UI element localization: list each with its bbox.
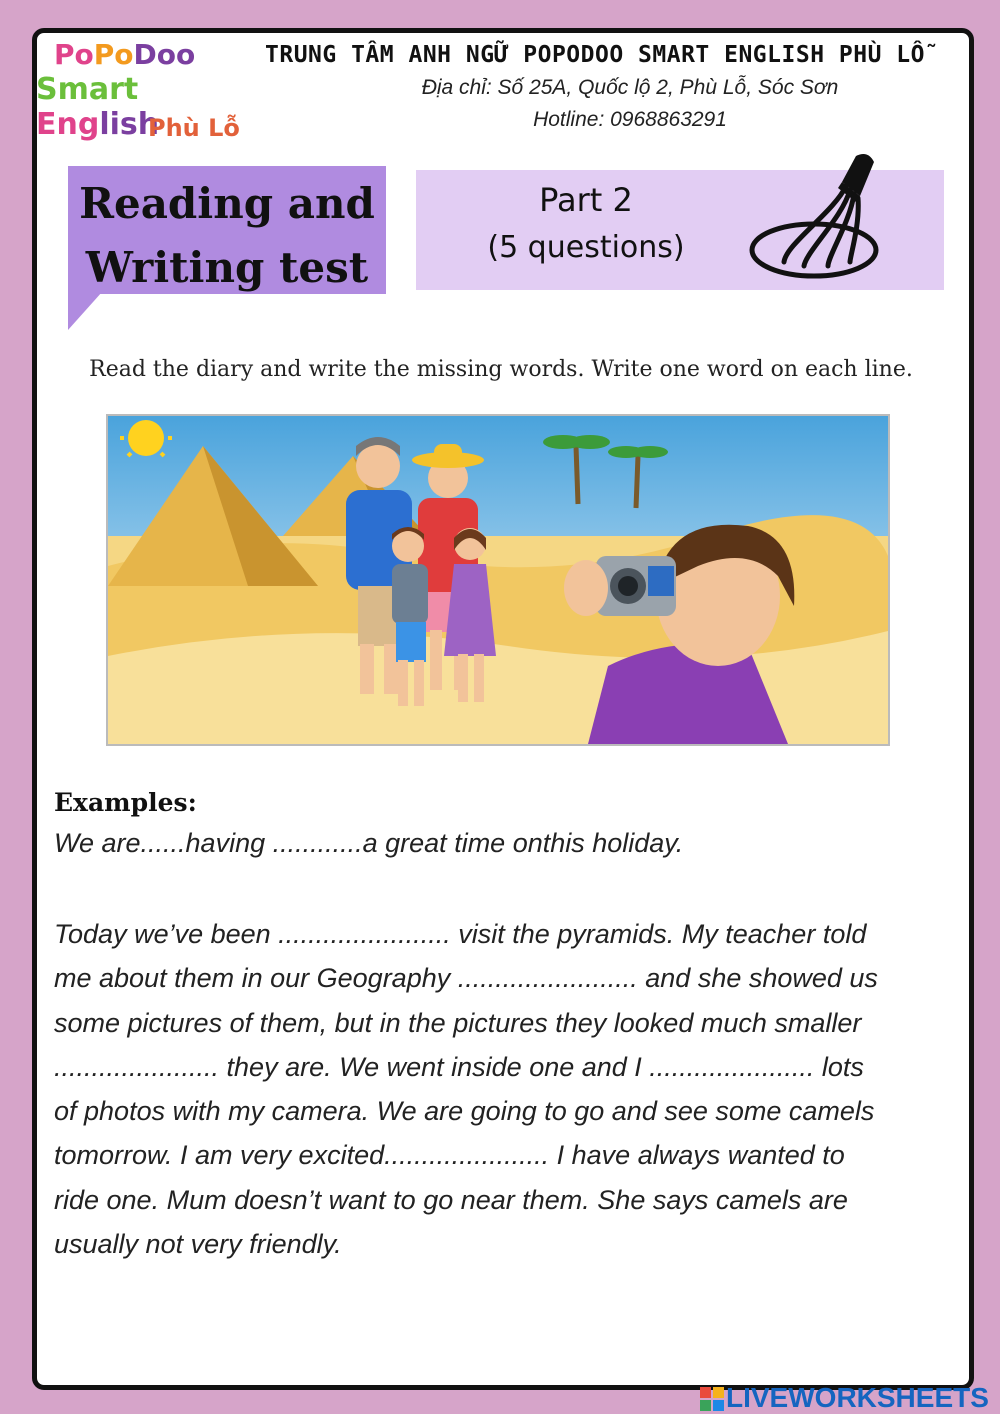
logo-text-part: Doo xyxy=(133,38,196,71)
liveworksheets-logo-icon xyxy=(700,1387,724,1411)
part-label: Part 2 xyxy=(539,181,633,219)
test-title-line-1: Reading and xyxy=(79,179,375,228)
center-name: TRUNG TÂM ANH NGỮ POPODOO SMART ENGLISH PHÙ LỖ xyxy=(265,42,925,68)
passage-line: me about them in our Geography ........................ and she showed us xyxy=(54,963,878,994)
part-box xyxy=(416,170,944,290)
logo-text-part: Smart xyxy=(36,72,139,107)
test-title-box xyxy=(68,166,386,294)
example-sentence: We are......having ............a great time onthis holiday. xyxy=(54,828,684,858)
brand-text: LIVEWORKSHEETS xyxy=(726,1382,989,1413)
passage-line: some pictures of them, but in the pictures they looked much smaller xyxy=(54,1007,862,1038)
passage-line: ...................... they are. We went inside one and I ...................... lots xyxy=(54,1051,864,1082)
passage-line: of photos with my camera. We are going to go and see some camels xyxy=(54,1096,875,1127)
speech-bubble-tail xyxy=(68,292,102,330)
center-hotline: Hotline: 0968863291 xyxy=(533,108,727,131)
logo-line-1 xyxy=(54,38,195,71)
examples-heading: Examples: xyxy=(54,788,197,817)
part-question-count: (5 questions) xyxy=(487,230,685,265)
whisk-icon xyxy=(746,152,896,302)
logo-text-part: Eng xyxy=(36,107,100,142)
logo-text-part: Po xyxy=(93,38,134,71)
test-title xyxy=(68,172,386,300)
diary-passage xyxy=(54,912,944,1266)
passage-line: Today we’ve been ....................... visit the pyramids. My teacher told xyxy=(54,919,867,949)
logo-text-part: Po xyxy=(54,38,94,71)
passage-line: tomorrow. I am very excited...................... I have always wanted to xyxy=(54,1140,845,1171)
family-at-pyramids-illustration xyxy=(106,414,890,746)
center-address: Địa chỉ: Số 25A, Quốc lộ 2, Phù Lỗ, Sóc Sơn xyxy=(421,76,839,99)
instruction-text: Read the diary and write the missing words. Write one word on each line. xyxy=(89,357,913,382)
passage-line: usually not very friendly. xyxy=(54,1229,342,1260)
popodoo-logo xyxy=(36,38,256,148)
logo-text-part: lish xyxy=(99,107,160,142)
test-title-line-2: Writing test xyxy=(85,243,369,292)
logo-line-3: Phù Lỗ xyxy=(148,114,240,142)
passage-line: ride one. Mum doesn’t want to go near them. She says camels are xyxy=(54,1184,848,1215)
liveworksheets-brand xyxy=(700,1382,989,1414)
